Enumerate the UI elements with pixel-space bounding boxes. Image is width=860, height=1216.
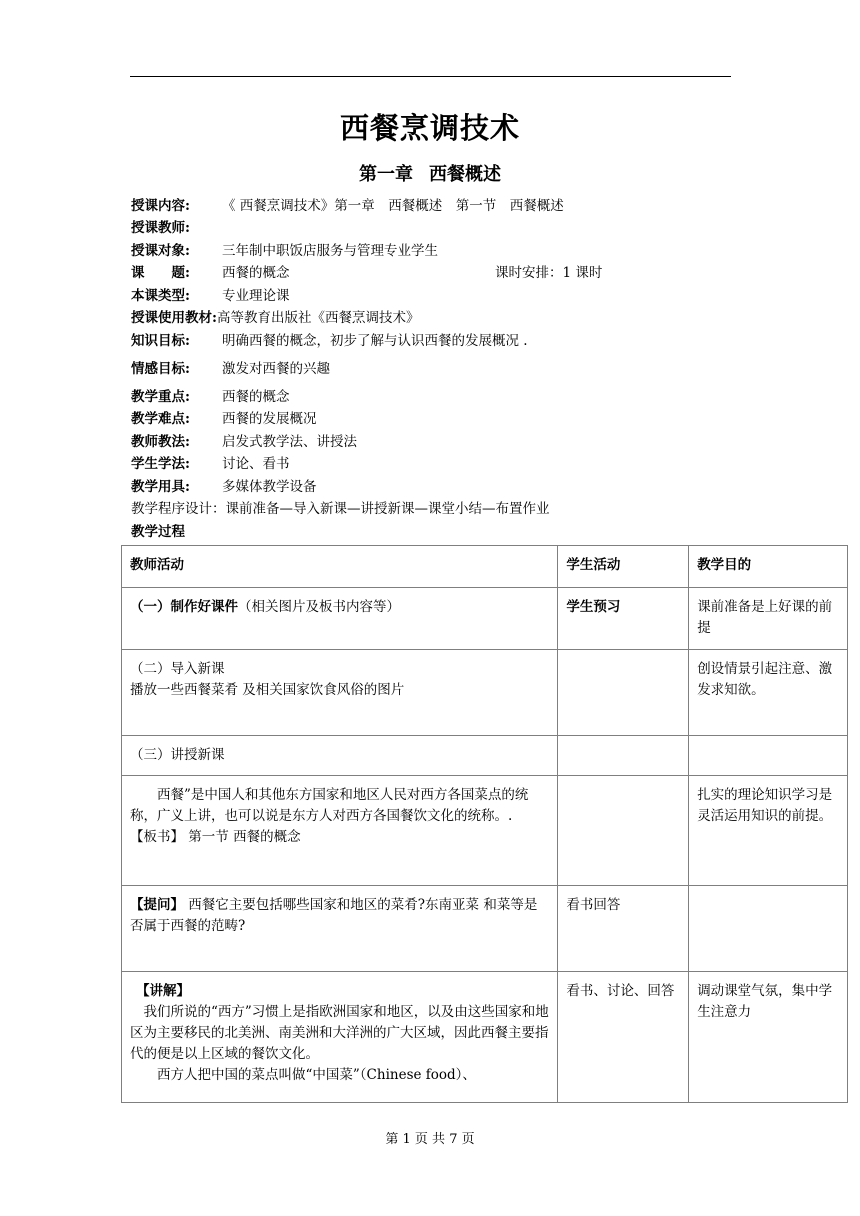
table-row xyxy=(122,650,848,736)
board-label: 【板书】 xyxy=(130,829,184,845)
table-row xyxy=(122,972,848,1103)
meta-key xyxy=(131,387,290,407)
table-header-row xyxy=(122,546,848,588)
meta-label: 授课教师: xyxy=(131,220,190,236)
meta-textbook xyxy=(131,308,419,328)
meta-label: 情感目标: xyxy=(131,361,190,377)
hours-text: 课时安排：1 课时 xyxy=(495,265,603,281)
table-row xyxy=(122,588,848,650)
board-text: 第一节 西餐的概念 xyxy=(184,829,301,845)
teacher-activity-cell xyxy=(122,886,558,972)
meta-value: 高等教育出版社《西餐烹调技术》 xyxy=(216,310,420,326)
purpose-cell xyxy=(689,736,848,776)
meta-label: 教学重点: xyxy=(131,389,190,405)
chapter-heading xyxy=(0,160,860,186)
meta-value: 激发对西餐的兴趣 xyxy=(222,361,330,377)
meta-value: 专业理论课 xyxy=(222,288,290,304)
meta-process xyxy=(131,522,185,542)
activity-paragraph: 西方人把中国的菜点叫做“中国菜”（Chinese food）、 xyxy=(157,1067,476,1083)
meta-value: 西餐的发展概况 xyxy=(222,411,317,427)
meta-label: 本课类型: xyxy=(131,288,190,304)
activity-heading: （二）导入新课 xyxy=(130,661,225,677)
student-activity-cell: 看书回答 xyxy=(558,886,689,972)
meta-method xyxy=(131,432,357,452)
meta-difficulty xyxy=(131,409,317,429)
header-teacher-activity: 教师活动 xyxy=(122,546,558,588)
meta-knowledge xyxy=(131,331,528,351)
meta-label: 学生学法: xyxy=(131,456,190,472)
chapter-name: 西餐概述 xyxy=(429,164,501,185)
teacher-activity-cell xyxy=(122,972,558,1103)
meta-label: 教学用具: xyxy=(131,479,190,495)
meta-tools xyxy=(131,477,317,497)
meta-value: 讨论、看书 xyxy=(222,456,290,472)
meta-value: 多媒体教学设备 xyxy=(222,479,317,495)
program-text: 教学程序设计：课前准备—导入新课—讲授新课—课堂小结—布置作业 xyxy=(131,501,550,517)
purpose-cell: 调动课堂气氛，集中学生注意力 xyxy=(689,972,848,1103)
meta-audience xyxy=(131,241,438,261)
activity-paragraph: 西餐”是中国人和其他东方国家和地区人民对西方各国菜点的统称，广义上讲，也可以说是东方人对西方各国餐饮文化的统称。. xyxy=(130,787,529,824)
student-activity-cell: 学生预习 xyxy=(558,588,689,650)
meta-label: 教学难点: xyxy=(131,411,190,427)
header-teaching-purpose: 教学目的 xyxy=(689,546,848,588)
meta-program xyxy=(131,499,550,519)
document-title: 西餐烹调技术 xyxy=(339,111,520,145)
teacher-activity-cell xyxy=(122,588,558,650)
teacher-activity-cell: （三）讲授新课 xyxy=(122,736,558,776)
chapter-number: 第一章 xyxy=(359,164,413,185)
explain-label: 【讲解】 xyxy=(136,983,190,999)
meta-value: 西餐的概念 xyxy=(222,265,290,281)
meta-label: 教学过程 xyxy=(131,524,185,540)
page-footer: 第 1 页 共 7 页 xyxy=(385,1132,475,1147)
meta-teacher xyxy=(131,218,190,238)
meta-label: 授课使用教材: xyxy=(131,310,217,326)
activity-text: 播放一些西餐菜肴 及相关国家饮食风俗的图片 xyxy=(130,682,405,698)
meta-value: 启发式教学法、讲授法 xyxy=(222,434,357,450)
meta-label: 教师教法: xyxy=(131,434,190,450)
purpose-cell xyxy=(689,886,848,972)
teacher-activity-cell xyxy=(122,776,558,886)
header-student-activity: 学生活动 xyxy=(558,546,689,588)
meta-label: 知识目标: xyxy=(131,333,190,349)
student-activity-cell xyxy=(558,736,689,776)
purpose-cell: 创设情景引起注意、激发求知欲。 xyxy=(689,650,848,736)
meta-emotion xyxy=(131,359,330,379)
meta-value: 三年制中职饭店服务与管理专业学生 xyxy=(222,243,438,259)
meta-type xyxy=(131,286,290,306)
activity-paragraph: 我们所说的“西方”习惯上是指欧洲国家和地区，以及由这些国家和地区为主要移民的北美洲、南美洲和大洋洲的广大区域，因此西餐主要指代的便是以上区域的餐饮文化。 xyxy=(130,1004,549,1062)
meta-label: 课 题: xyxy=(131,265,190,281)
activity-bold: （一）制作好课件 xyxy=(130,599,238,615)
meta-value: 《 西餐烹调技术》第一章 西餐概述 第一节 西餐概述 xyxy=(222,198,564,214)
header-rule xyxy=(130,76,731,77)
meta-topic xyxy=(131,263,631,283)
purpose-cell: 扎实的理论知识学习是灵活运用知识的前提。 xyxy=(689,776,848,886)
meta-value: 明确西餐的概念，初步了解与认识西餐的发展概况 . xyxy=(222,333,528,349)
meta-study xyxy=(131,454,290,474)
board-line xyxy=(130,827,549,848)
table-row xyxy=(122,776,848,886)
teacher-activity-cell xyxy=(122,650,558,736)
question-text: 西餐它主要包括哪些国家和地区的菜肴?东南亚菜 和菜等是否属于西餐的范畴? xyxy=(130,897,538,934)
purpose-cell: 课前准备是上好课的前提 xyxy=(689,588,848,650)
table-row xyxy=(122,736,848,776)
table-row xyxy=(122,886,848,972)
student-activity-cell xyxy=(558,650,689,736)
meta-value: 西餐的概念 xyxy=(222,389,290,405)
meta-label: 授课内容: xyxy=(131,198,190,214)
meta-content xyxy=(131,196,564,216)
meta-label: 授课对象: xyxy=(131,243,190,259)
teaching-process-table xyxy=(121,545,848,1103)
activity-text: （相关图片及板书内容等） xyxy=(238,599,400,615)
student-activity-cell: 看书、讨论、回答 xyxy=(558,972,689,1103)
question-label: 【提问】 xyxy=(130,897,184,913)
student-activity-cell xyxy=(558,776,689,886)
